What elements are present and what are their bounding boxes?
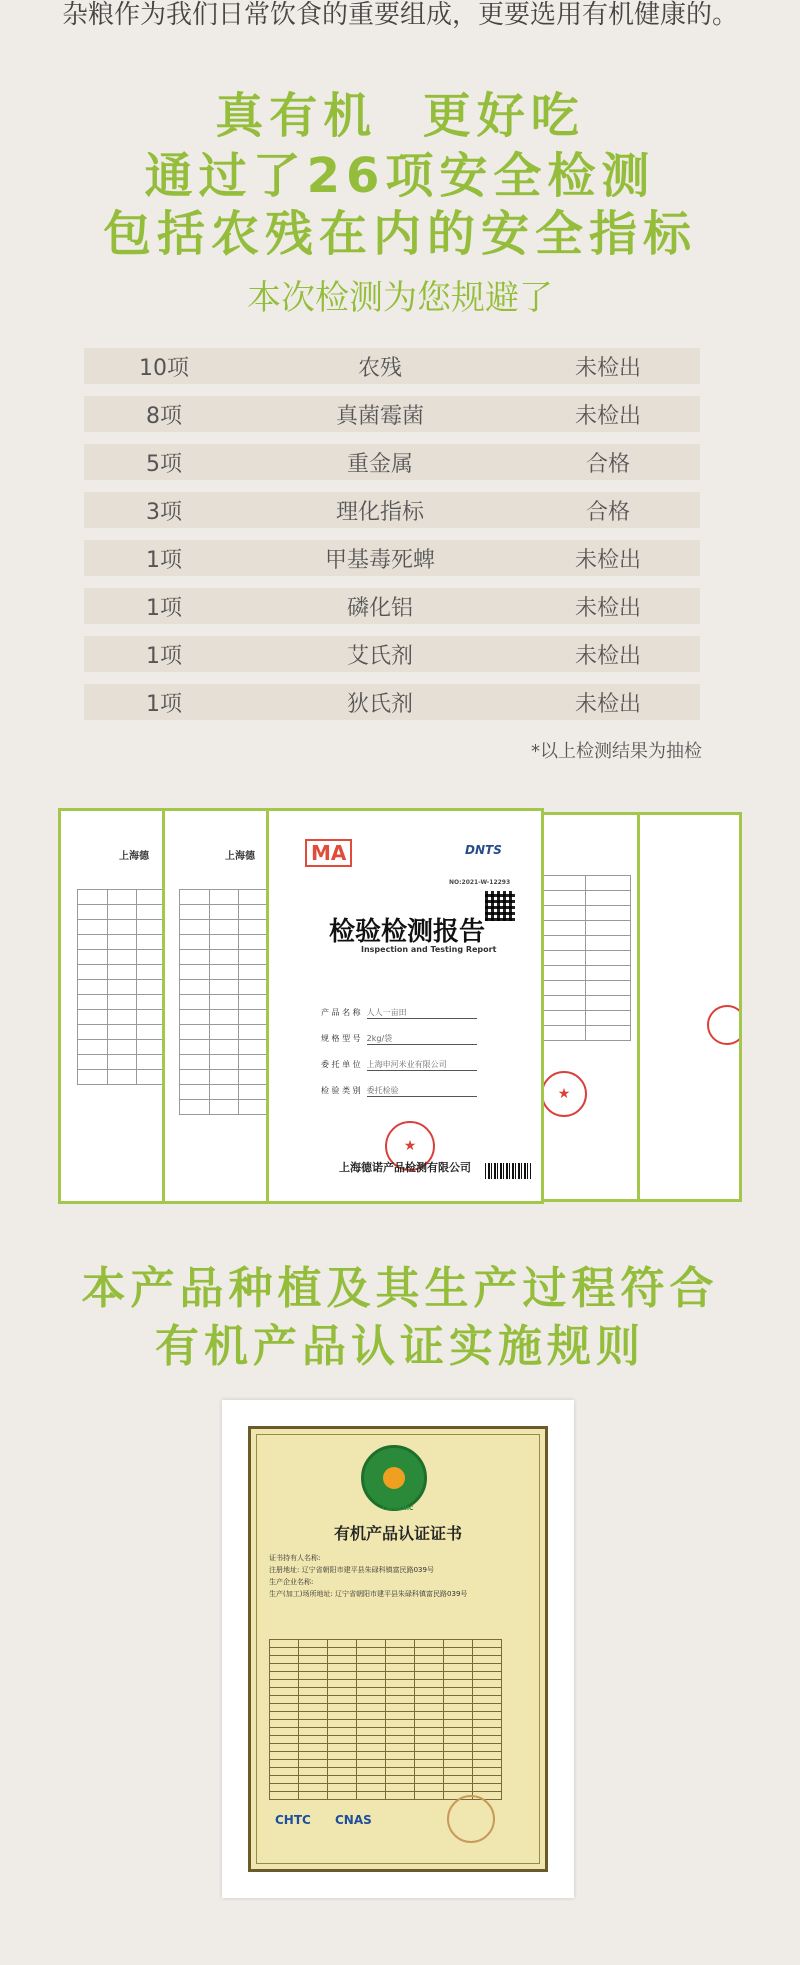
item-name: 狄氏剂 [346,691,413,717]
report-page [528,812,640,1202]
certificate-line: 证书持有人名称: [269,1554,321,1562]
inspection-table [84,348,700,732]
intro-text: 杂粮作为我们日常饮食的重要组成，更要选用有机健康的。 [61,0,738,30]
item-name: 农残 [357,355,402,381]
certificate-table [269,1639,502,1800]
barcode [485,1163,531,1179]
table-row [84,492,700,528]
report-page [162,808,274,1204]
headline2-line-2: 有机产品认证实施规则 [155,1321,645,1372]
field-value: 人人一亩田 [367,1007,477,1019]
certificate-line: 注册地址: 辽宁省朝阳市建平县朱碌科镇富民路039号 [269,1566,434,1574]
field-label: 规 格 型 号 [321,1034,361,1043]
item-name: 甲基毒死蜱 [324,547,435,573]
headline-line-2: 通过了26项安全检测 [144,148,656,204]
table-row [84,540,700,576]
seal-stamp [707,1005,742,1045]
field-label: 委 托 单 位 [321,1060,361,1069]
headline2-line-1: 本产品种植及其生产过程符合 [81,1263,719,1314]
item-result: 未检出 [574,595,641,621]
item-result: 未检出 [574,355,641,381]
item-count: 1项 [146,643,182,669]
table-row [84,636,700,672]
field-label: 产 品 名 称 [321,1008,361,1017]
report-field [321,1085,501,1097]
dnts-logo: DNTS [465,843,502,857]
certificate-image [222,1400,574,1898]
table-row [84,348,700,384]
report-subtitle: Inspection and Testing Report [361,945,497,954]
item-result: 未检出 [574,643,641,669]
headline-line-1: 真有机 更好吃 [215,88,585,144]
report-organization: 上海德诺产品检测有限公司 [339,1161,471,1174]
field-value: 委托检验 [367,1085,477,1097]
item-result: 未检出 [574,547,641,573]
seal-stamp [447,1795,495,1843]
test-report-images [58,808,742,1204]
item-result: 未检出 [574,691,641,717]
organic-logo-icon [361,1445,427,1511]
report-title: 检验检测报告 [329,917,486,947]
report-page [58,808,178,1204]
field-value: 2kg/袋 [367,1033,477,1045]
organic-logo-text: ORGANIC [382,1505,414,1512]
item-result: 合格 [585,499,630,525]
sampling-note: *以上检测结果为抽检 [531,741,702,762]
report-number: NO:2021-W-12293 [449,879,511,886]
qr-code [485,891,515,921]
certificate-title: 有机产品认证证书 [333,1524,462,1543]
field-value: 上海申河米业有限公司 [367,1059,477,1071]
field-label: 检 验 类 别 [321,1086,361,1095]
certificate-line: 生产企业名称: [269,1578,314,1586]
report-page-title: 上海德 [225,851,255,862]
table-row [84,444,700,480]
item-name: 艾氏剂 [346,643,413,669]
ma-logo: MA [305,839,352,867]
report-field [321,1033,501,1045]
item-count: 1项 [146,691,182,717]
seal-stamp: ★ [385,1121,435,1171]
item-name: 重金属 [346,451,413,477]
headline-line-3: 包括农残在内的安全指标 [102,206,697,262]
item-count: 1项 [146,547,182,573]
certificate-line: 生产(加工)场所地址: 辽宁省朝阳市建平县朱碌科镇富民路039号 [269,1590,468,1598]
logo-sun-icon [383,1467,405,1489]
table-row [84,588,700,624]
item-name: 理化指标 [335,499,424,525]
chtc-badge: CHTC [275,1813,311,1827]
report-field [321,1059,501,1071]
report-page-title: 上海德 [119,851,149,862]
item-count: 10项 [139,355,189,381]
report-table [179,889,269,1115]
item-count: 8项 [146,403,182,429]
report-table [539,875,631,1041]
seal-stamp: ★ [541,1071,587,1117]
item-count: 1项 [146,595,182,621]
table-row [84,684,700,720]
item-name: 真菌霉菌 [335,403,424,429]
item-result: 未检出 [574,403,641,429]
item-result: 合格 [585,451,630,477]
item-name: 磷化铝 [346,595,413,621]
table-row [84,396,700,432]
headline-subtitle: 本次检测为您规避了 [247,278,553,318]
report-table [77,889,167,1085]
item-count: 5项 [146,451,182,477]
item-count: 3项 [146,499,182,525]
report-cover [266,808,544,1204]
cnas-badge: CNAS [335,1813,372,1827]
report-field [321,1007,501,1019]
organic-certificate [248,1426,548,1872]
